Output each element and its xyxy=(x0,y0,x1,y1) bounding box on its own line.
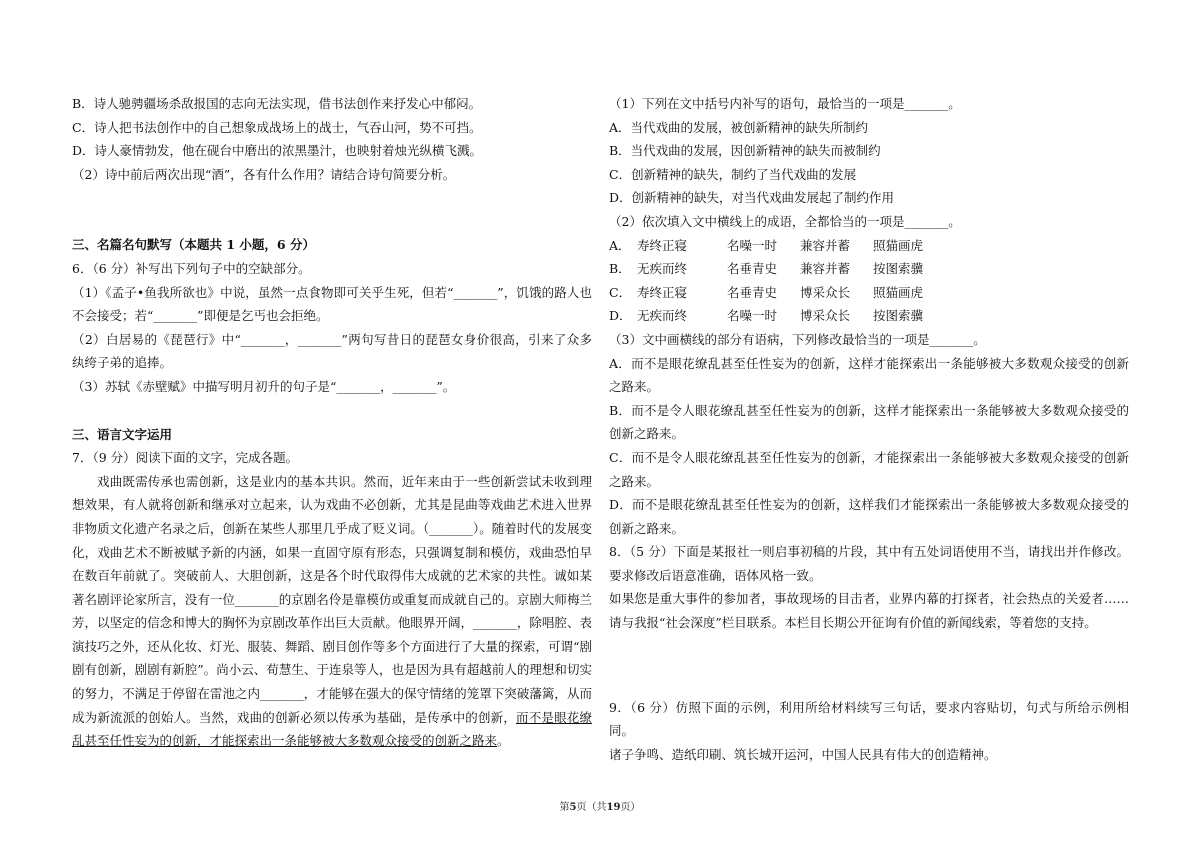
idiom-cell: 照猫画虎 xyxy=(873,284,924,300)
idiom-cell: 名垂青史 xyxy=(727,284,778,300)
option-letter: D． xyxy=(609,308,632,324)
section-heading-famous-lines: 三、名篇名句默写（本题共 1 小题，6 分） xyxy=(72,237,315,253)
question-7: 7．（9 分）阅读下面的文字，完成各题。 xyxy=(72,450,299,466)
idiom-option-row xyxy=(609,281,1129,305)
subquestion-1-option-b: B．当代戏曲的发展，因创新精神的缺失而被制约 xyxy=(609,143,881,159)
subquestion-3-option-b: B．而不是令人眼花缭乱甚至任性妄为的创新，这样才能探索出一条能够被大多数观众接受的创新之路来。 xyxy=(609,402,1129,442)
option-c: C．诗人把书法创作中的自己想象成战场上的战士，气吞山河，势不可挡。 xyxy=(72,119,482,135)
idiom-cell: 博采众长 xyxy=(800,284,851,300)
reading-passage xyxy=(72,470,592,753)
section-spacer xyxy=(72,399,592,423)
idiom-cell: 博采众长 xyxy=(800,308,851,324)
idiom-cell: 无疾而终 xyxy=(637,261,688,277)
idiom-option-row xyxy=(609,304,1129,328)
option-letter: A． xyxy=(609,237,631,253)
idiom-cell: 兼容并蓄 xyxy=(800,261,851,277)
option-d: D．诗人豪情勃发，他在砚台中磨出的浓黑墨汁，也映射着烛光纵横飞溅。 xyxy=(72,143,483,159)
subquestion-3-option-a: A．而不是眼花缭乱甚至任性妄为的创新，这样才能探索出一条能够被大多数观众接受的创新之路来。 xyxy=(609,355,1129,395)
option-b: B．诗人驰骋疆场杀敌报国的志向无法实现，借书法创作来抒发心中郁闷。 xyxy=(72,96,482,111)
idiom-option-row xyxy=(609,257,1129,281)
section-heading-language-use: 三、语言文字运用 xyxy=(72,426,173,442)
passage-end: 。 xyxy=(497,733,510,749)
question-6: 6．（6 分）补写出下列句子中的空缺部分。 xyxy=(72,260,311,276)
question-6-part-2: （2）白居易的《琵琶行》中“_______，_______”两句写昔日的琵琶女身价很高，引来了众多纨绔子弟的追捧。 xyxy=(72,331,592,371)
idiom-cell: 按图索骥 xyxy=(873,308,924,324)
subquestion-3-option-d: D．而不是眼花缭乱甚至任性妄为的创新，这样我们才能探索出一条能够被大多数观众接受的创新之路来。 xyxy=(609,497,1129,536)
question-8-text: 如果您是重大事件的参加者，事故现场的目击者，业界内幕的打探者，社会热点的关爱者……请与我报“社会深度”栏目联系。本栏目长期公开征询有价值的新闻线索，等着您的支持。 xyxy=(609,591,1129,631)
page-footer: 第5页（共19页） xyxy=(559,802,641,813)
right-column xyxy=(609,92,1129,766)
idiom-cell: 寿终正寝 xyxy=(637,237,688,253)
idiom-cell: 无疾而终 xyxy=(637,308,688,324)
question-8: 8．（5 分）下面是某报社一则启事初稿的片段，其中有五处词语使用不当，请找出并作修改。要求修改后语意准确，语体风格一致。 xyxy=(609,544,1129,583)
question-6-part-3: （3）苏轼《赤壁赋》中描写明月初升的句子是“_______，_______”。 xyxy=(72,378,456,394)
subquestion-1-option-a: A．当代戏曲的发展，被创新精神的缺失所制约 xyxy=(609,119,869,135)
answer-space xyxy=(609,635,1129,696)
idiom-cell: 兼容并蓄 xyxy=(800,237,851,253)
idiom-cell: 名噪一时 xyxy=(727,308,778,324)
idiom-option-row xyxy=(609,234,1129,258)
option-letter: C． xyxy=(609,284,632,300)
subquestion-1-option-d: D．创新精神的缺失，对当代戏曲发展起了制约作用 xyxy=(609,190,895,206)
page-number: 5 xyxy=(569,802,577,813)
question-2: （2）诗中前后两次出现“酒”，各有什么作用？请结合诗句简要分析。 xyxy=(72,166,456,182)
subquestion-2: （2）依次填入文中横线上的成语，全都恰当的一项是_______。 xyxy=(609,213,961,229)
idiom-cell: 照猫画虎 xyxy=(873,237,924,253)
passage-text: 戏曲既需传承也需创新，这是业内的基本共识。然而，近年来由于一些创新尝试未收到理想效果，有人就将创新和继承对立起来，认为戏曲不必创新，尤其是昆曲等戏曲艺术进入世界非物质文化遗产名录之后，创新在某些人那里几乎成了贬义词。（_______）。随着时代的发展变化，戏曲艺术不断被赋予新的内涵，如果一直固守原有形态，只强调复制和模仿，戏曲恐怕早在数百年前就了。突破前人、大胆创新，这是各个时代取得伟大成就的艺术家的共性。诚如某著名剧评论家所言，没有一位_______的京剧名伶是靠模仿或重复而成就自己的。京剧大师梅兰芳，以坚定的信念和博大的胸怀为京剧改革作出巨大贡献。他眼界开阔，_______，除唱腔、表演技巧之外，还从化妆、灯光、服装、舞蹈、剧目创作等多个方面进行了大量的探索，可谓“剧剧有创新，剧剧有新腔”。尚小云、荀慧生、于连泉等人，也是因为具有超越前人的理想和切实的努力，不满足于停留在雷池之内_______，才能够在强大的保守情绪的笼罩下突破藩篱，从而成为新流派的创始人。当然，戏曲的创新必须以传承为基础，是传承中的创新， xyxy=(72,473,592,725)
subquestion-3: （3）文中画横线的部分有语病，下列修改最恰当的一项是_______。 xyxy=(609,331,986,347)
option-letter: B． xyxy=(609,261,631,277)
idiom-options xyxy=(609,234,1129,328)
question-9: 9．（6 分）仿照下面的示例，利用所给材料续写三句话，要求内容贴切，句式与所给示例相同。 xyxy=(609,699,1129,739)
idiom-cell: 名垂青史 xyxy=(727,261,778,277)
subquestion-1-option-c: C．创新精神的缺失，制约了当代戏曲的发展 xyxy=(609,166,857,182)
question-6-part-1: （1）《孟子•鱼我所欲也》中说，虽然一点食物即可关乎生死，但若“_______”，饥饿的路人也不会接受；若“_______”即便是乞丐也会拒绝。 xyxy=(72,284,592,324)
question-9-example: 诸子争鸣、造纸印刷、筑长城开运河，中国人民具有伟大的创造精神。 xyxy=(609,746,997,762)
answer-space xyxy=(72,186,592,233)
passage-underlined-sentence: 而不是眼花缭乱甚至任性妄为的创新，才能探索出一条能够被大多数观众接受的创新之路来 xyxy=(72,709,592,749)
idiom-cell: 名噪一时 xyxy=(727,237,778,253)
left-column xyxy=(72,92,592,753)
subquestion-3-option-c: C．而不是令人眼花缭乱甚至任性妄为的创新，才能探索出一条能够被大多数观众接受的创新之路来。 xyxy=(609,449,1129,489)
page-total: 19 xyxy=(606,802,621,813)
idiom-cell: 按图索骥 xyxy=(873,261,924,277)
idiom-cell: 寿终正寝 xyxy=(637,284,688,300)
subquestion-1: （1）下列在文中括号内补写的语句，最恰当的一项是_______。 xyxy=(609,96,961,111)
